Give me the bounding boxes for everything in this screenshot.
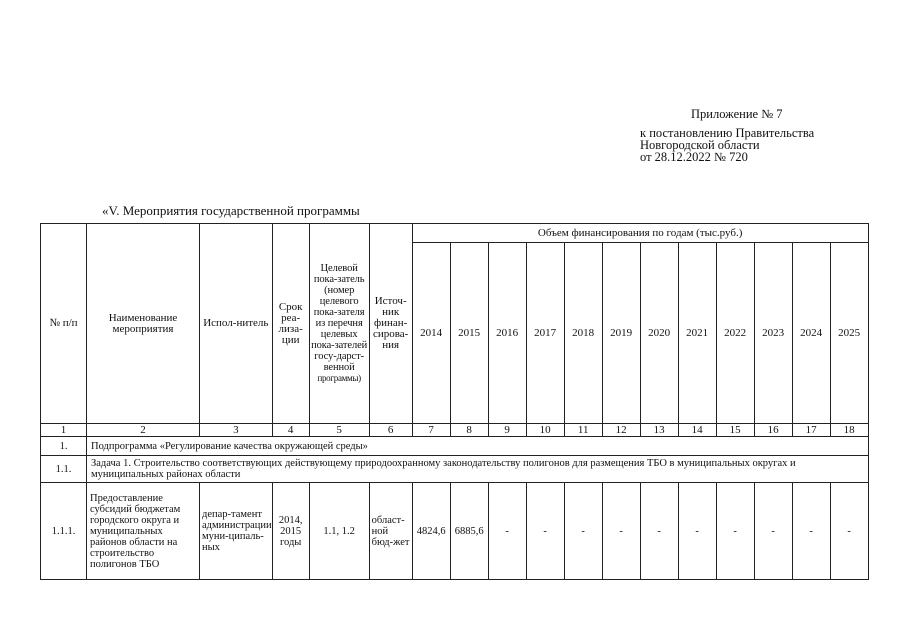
column-index: 11 [564,424,602,437]
item-value: - [754,483,792,580]
item-source: област-ной бюд-жет [369,483,412,580]
task-row [41,456,869,483]
column-index: 7 [412,424,450,437]
header-year: 2020 [640,243,678,424]
appendix-decree: к постановлению Правительства [640,126,815,140]
column-index: 5 [309,424,369,437]
header-year: 2016 [488,243,526,424]
column-index: 6 [369,424,412,437]
column-index: 4 [272,424,309,437]
item-value: - [830,483,868,580]
column-index: 15 [716,424,754,437]
task-text: Задача 1. Строительство соответствующих действующему природоохранному законодательству полигонов для размещения ТБО в муниципальных округах и муниципальных районах области [87,456,869,483]
header-year: 2023 [754,243,792,424]
item-value: - [716,483,754,580]
header-num: № п/п [41,224,87,424]
item-value: - [678,483,716,580]
column-index: 14 [678,424,716,437]
column-index: 13 [640,424,678,437]
subprogram-text: Подпрограмма «Регулирование качества окружающей среды» [87,437,869,456]
header-year: 2019 [602,243,640,424]
item-executor: депар-тамент администрации муни-ципаль-ных [200,483,273,580]
header-indicator-tail: программы) [317,373,361,383]
header-term: Срок реа-лиза-ции [272,224,309,424]
item-term: 2014, 2015 годы [272,483,309,580]
header-year: 2018 [564,243,602,424]
column-index: 8 [450,424,488,437]
item-value: - [488,483,526,580]
item-value: - [526,483,564,580]
column-index: 9 [488,424,526,437]
item-name: Предоставление субсидий бюджетам городского округа и муниципальных районов области на строительство полигонов ТБО [87,483,200,580]
column-index: 2 [87,424,200,437]
item-value: - [602,483,640,580]
column-index: 1 [41,424,87,437]
item-value: - [792,483,830,580]
header-year: 2015 [450,243,488,424]
appendix-date: от 28.12.2022 № 720 [640,150,748,164]
appendix-number: Приложение № 7 [691,107,783,121]
table-row [41,483,869,580]
header-year: 2021 [678,243,716,424]
item-num: 1.1.1. [41,483,87,580]
header-source: Источ-ник финан-сирова-ния [369,224,412,424]
item-value: - [564,483,602,580]
header-executor: Испол-нитель [200,224,273,424]
header-year: 2024 [792,243,830,424]
column-index: 18 [830,424,868,437]
header-indicator [309,224,369,424]
column-index: 10 [526,424,564,437]
column-index: 17 [792,424,830,437]
header-year: 2025 [830,243,868,424]
column-index: 12 [602,424,640,437]
header-year: 2014 [412,243,450,424]
item-value: 6885,6 [450,483,488,580]
header-indicator-main: Целевой пока-затель (номер целевого пока-зателя из перечня целевых пока-зателей госу-дарст-венной [311,263,368,373]
column-index-row [41,424,869,437]
column-index: 3 [200,424,273,437]
measures-table [40,223,869,580]
appendix-block [640,108,814,163]
header-name: Наименование мероприятия [87,224,200,424]
subprogram-row [41,437,869,456]
appendix-region: Новгородской области [640,138,760,152]
item-value: - [640,483,678,580]
item-indicator: 1.1, 1.2 [309,483,369,580]
section-title: «V. Мероприятия государственной программы [102,203,360,218]
header-year: 2017 [526,243,564,424]
item-value: 4824,6 [412,483,450,580]
task-num: 1.1. [41,456,87,483]
header-year: 2022 [716,243,754,424]
column-index: 16 [754,424,792,437]
header-financing: Объем финансирования по годам (тыс.руб.) [412,224,868,243]
subprogram-num: 1. [41,437,87,456]
